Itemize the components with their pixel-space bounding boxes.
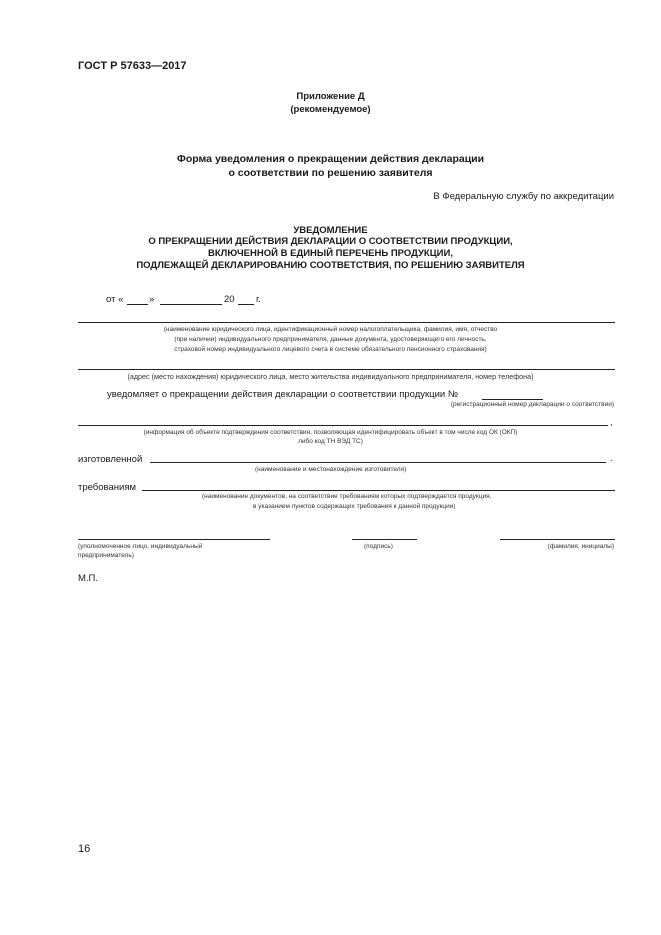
address-caption: (адрес (место нахождения) юридического лица, место жительства индивидуального предпринимателя, номер телефона) <box>127 372 534 381</box>
entity-field[interactable] <box>78 322 615 323</box>
notice-subtitle-2: ВКЛЮЧЕННОЙ В ЕДИНЫЙ ПЕРЕЧЕНЬ ПРОДУКЦИИ, <box>208 248 453 259</box>
stamp-placeholder: М.П. <box>78 573 99 584</box>
docs-caption-1: (наименование документов, на соответствие требованиям которых подтверждается продукция, <box>202 493 492 500</box>
entity-caption-2: (при наличии) индивидуального предпринимателя, данные документа, удостоверяющего его личность, <box>174 336 487 343</box>
object-caption-1: (информация об объекте подтверждения соответствия, позволяющая идентифицировать объект в том числе код ОК (ОКП) <box>143 429 518 436</box>
object-caption-2: либо код ТН ВЭД ТС) <box>298 438 363 445</box>
manufacturer-caption: (наименование и местонахождение изготовителя) <box>255 466 407 473</box>
appendix-note: (рекомендуемое) <box>290 104 371 115</box>
docs-caption-2: в указанием пунктов содержащих требования к данной продукции) <box>253 503 456 510</box>
entity-caption-3: страховой номер индивидуального лицевого счета в системе обязательного пенсионного страхования) <box>174 346 487 353</box>
full-name-field[interactable] <box>500 539 615 540</box>
manufactured-label: изготовленной <box>78 454 143 465</box>
entity-caption-1: (наименование юридического лица, идентификационный номер налогоплательщика, фамилия, имя, отчество <box>163 326 498 333</box>
form-title-line-2: о соответствии по решению заявителя <box>228 167 433 179</box>
year-suffix: г. <box>256 294 261 305</box>
full-name-caption: (фамилия, инициалы) <box>547 543 614 550</box>
day-field[interactable] <box>127 304 148 305</box>
standard-number: ГОСТ Р 57633—2017 <box>78 60 187 72</box>
manufacturer-period: . <box>610 453 613 464</box>
signature-field[interactable] <box>352 539 417 540</box>
requirements-field[interactable] <box>142 490 615 491</box>
month-field[interactable] <box>160 304 222 305</box>
year-field[interactable] <box>238 304 254 305</box>
addressee: В Федеральную службу по аккредитации <box>433 191 614 202</box>
manufacturer-field[interactable] <box>150 462 606 463</box>
notice-subtitle-3: ПОДЛЕЖАЩЕЙ ДЕКЛАРИРОВАНИЮ СООТВЕТСТВИЯ, ПО РЕШЕНИЮ ЗАЯВИТЕЛЯ <box>136 260 525 271</box>
appendix-title: Приложение Д <box>296 91 365 102</box>
notifies-text: уведомляет о прекращении действия декларации о соответствии продукции № <box>107 389 459 400</box>
year-prefix: 20 <box>224 294 235 305</box>
authorized-person-field[interactable] <box>78 539 270 540</box>
authorized-person-caption-2: предприниматель) <box>78 552 134 559</box>
notice-subtitle-1: О ПРЕКРАЩЕНИИ ДЕЙСТВИЯ ДЕКЛАРАЦИИ О СООТВЕТСТВИИ ПРОДУКЦИИ, <box>148 236 513 247</box>
date-prefix: от « <box>106 294 124 305</box>
notice-title: УВЕДОМЛЕНИЕ <box>293 225 368 236</box>
authorized-person-caption-1: (уполномоченное лицо, индивидуальный <box>78 543 203 550</box>
requirements-label: требованиям <box>78 482 136 493</box>
address-field[interactable] <box>78 369 615 370</box>
date-quote-close: » <box>149 294 155 305</box>
object-field[interactable] <box>78 425 608 426</box>
form-title-line-1: Форма уведомления о прекращении действия декларации <box>176 153 485 165</box>
object-comma: , <box>610 417 613 428</box>
signature-caption: (подпись) <box>364 543 393 550</box>
reg-number-caption: (регистрационный номер декларации о соответствии) <box>450 401 614 408</box>
page-number: 16 <box>78 843 91 855</box>
